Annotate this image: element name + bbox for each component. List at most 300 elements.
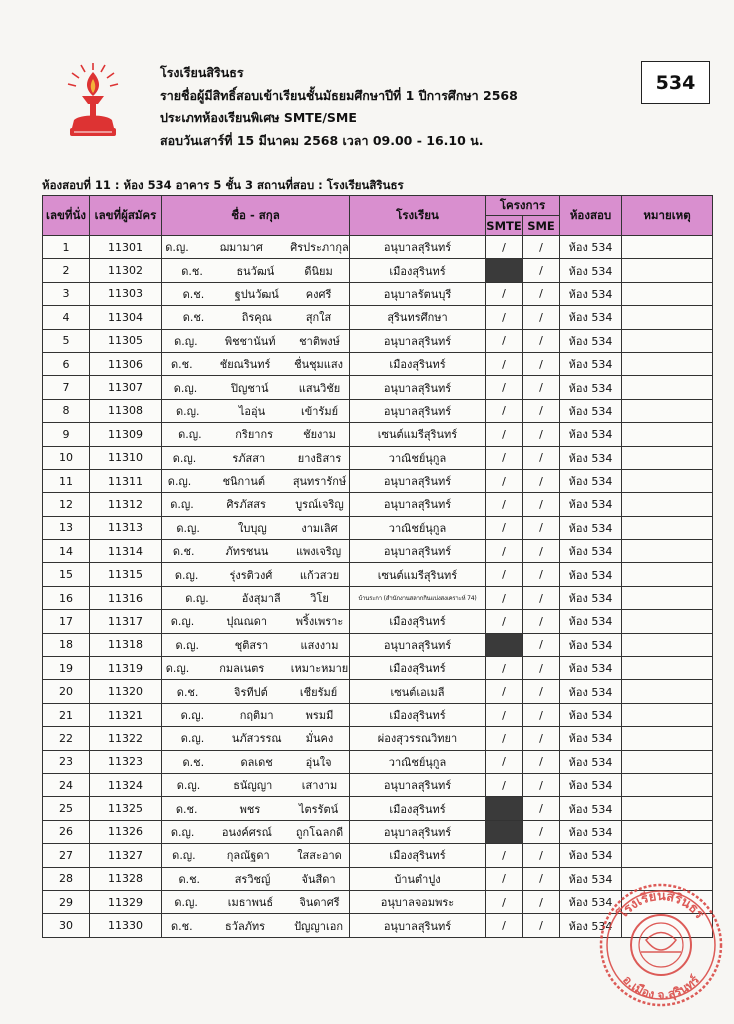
exam-room: ห้อง 534 [560, 890, 622, 913]
table-row [43, 516, 713, 539]
school-name-cell: เมืองสุรินทร์ [350, 259, 486, 282]
table-row [43, 282, 713, 305]
student-name [162, 820, 350, 843]
note-cell [622, 329, 713, 352]
sme-mark: / [523, 352, 560, 375]
note-cell [622, 727, 713, 750]
last-name: สุกใส [305, 311, 332, 325]
last-name: เหมาะหมาย [290, 662, 349, 676]
school-name-cell: อนุบาลสุรินทร์ [350, 540, 486, 563]
seat-number: 1 [43, 236, 90, 259]
seat-number: 16 [43, 586, 90, 609]
note-cell [622, 376, 713, 399]
first-name: รุ่งรติวงศ์ [229, 568, 273, 582]
applicant-id: 11324 [90, 773, 162, 796]
school-name-cell: อนุบาลสุรินทร์ [350, 914, 486, 937]
last-name: เข้ารัมย์ [300, 404, 339, 418]
first-name: จิรทีปต์ [234, 685, 268, 699]
col-header-sme: SME [523, 216, 560, 236]
first-name: อนงค์ศรณ์ [221, 825, 272, 839]
applicant-id: 11322 [90, 727, 162, 750]
table-row [43, 750, 713, 773]
table-row [43, 586, 713, 609]
school-name-cell: อนุบาลสุรินทร์ [350, 633, 486, 656]
student-name [162, 610, 350, 633]
smte-mark: / [486, 727, 523, 750]
table-row [43, 306, 713, 329]
name-prefix: ด.ญ. [170, 825, 195, 839]
last-name: แพงเจริญ [295, 545, 342, 559]
smte-mark: / [486, 680, 523, 703]
name-prefix: ด.ช. [178, 872, 201, 886]
school-name-cell: อนุบาลสุรินทร์ [350, 820, 486, 843]
smte-mark [486, 259, 523, 282]
name-prefix: ด.ญ. [176, 521, 200, 535]
school-name-cell: วาณิชย์นุกูล [350, 446, 486, 469]
smte-mark: / [486, 914, 523, 937]
exam-room: ห้อง 534 [560, 633, 622, 656]
last-name: บูรณ์เจริญ [295, 498, 344, 512]
col-header-school: โรงเรียน [350, 196, 486, 236]
last-name: ชัยงาม [303, 428, 336, 442]
sme-mark: / [523, 657, 560, 680]
student-name [162, 563, 350, 586]
seat-number: 21 [43, 703, 90, 726]
student-name [162, 423, 350, 446]
note-cell [622, 306, 713, 329]
first-name: เมธาพนธ์ [227, 896, 274, 910]
last-name: ปัญญาเอก [294, 919, 344, 933]
first-name: ปุณณดา [226, 615, 268, 629]
applicant-id: 11306 [90, 352, 162, 375]
student-name [162, 890, 350, 913]
school-name-cell: บ้านตำปูง [350, 867, 486, 890]
applicant-id: 11308 [90, 399, 162, 422]
first-name: ธนวัฒน์ [236, 264, 275, 278]
name-prefix: ด.ช. [182, 755, 205, 769]
last-name: แสงงาม [300, 638, 339, 652]
school-name-cell: อนุบาลสุรินทร์ [350, 493, 486, 516]
first-name: ชุติสรา [234, 638, 269, 652]
name-prefix: ด.ญ. [185, 592, 209, 606]
student-name [162, 797, 350, 820]
table-row [43, 423, 713, 446]
last-name: อุ่นใจ [305, 755, 332, 769]
student-name [162, 306, 350, 329]
smte-mark: / [486, 376, 523, 399]
seat-number: 13 [43, 516, 90, 539]
applicant-id: 11304 [90, 306, 162, 329]
name-prefix: ด.ญ. [180, 732, 205, 746]
smte-mark: / [486, 703, 523, 726]
note-cell [622, 259, 713, 282]
student-name [162, 399, 350, 422]
note-cell [622, 610, 713, 633]
note-cell [622, 446, 713, 469]
exam-room: ห้อง 534 [560, 236, 622, 259]
note-cell [622, 633, 713, 656]
seat-number: 24 [43, 773, 90, 796]
smte-mark: / [486, 890, 523, 913]
school-name: โรงเรียนสิรินธร [160, 65, 244, 80]
applicant-id: 11321 [90, 703, 162, 726]
student-name [162, 633, 350, 656]
last-name: งามเลิศ [301, 521, 338, 535]
note-cell [622, 773, 713, 796]
student-name [162, 376, 350, 399]
room-number-box: 534 [641, 61, 710, 104]
note-cell [622, 423, 713, 446]
sme-mark: / [523, 844, 560, 867]
note-cell [622, 352, 713, 375]
first-name: ไออุ่น [238, 404, 266, 418]
name-prefix: ด.ญ. [172, 849, 196, 863]
note-cell [622, 540, 713, 563]
first-name: ธวัลภัทร [225, 919, 266, 933]
table-row [43, 352, 713, 375]
table-row [43, 844, 713, 867]
seat-number: 30 [43, 914, 90, 937]
seat-number: 25 [43, 797, 90, 820]
school-name-cell: อนุบาลจอมพระ [350, 890, 486, 913]
exam-room: ห้อง 534 [560, 844, 622, 867]
table-header-row [43, 196, 713, 216]
table-row [43, 399, 713, 422]
sme-mark: / [523, 610, 560, 633]
col-header-seat: เลขที่นั่ง [43, 196, 90, 236]
sme-mark: / [523, 633, 560, 656]
table-row [43, 703, 713, 726]
table-body [43, 236, 713, 938]
smte-mark: / [486, 282, 523, 305]
exam-room: ห้อง 534 [560, 657, 622, 680]
exam-room: ห้อง 534 [560, 797, 622, 820]
seat-number: 18 [43, 633, 90, 656]
first-name: สรวิชญ์ [234, 872, 271, 886]
applicant-id: 11310 [90, 446, 162, 469]
first-name: พิชชานันท์ [224, 334, 276, 348]
sme-mark: / [523, 469, 560, 492]
school-name-cell: เมืองสุรินทร์ [350, 610, 486, 633]
sme-mark: / [523, 516, 560, 539]
name-prefix: ด.ญ. [180, 709, 205, 722]
table-row [43, 446, 713, 469]
name-prefix: ด.ช. [181, 264, 203, 278]
seat-number: 23 [43, 750, 90, 773]
exam-room: ห้อง 534 [560, 586, 622, 609]
school-name-cell: ผ่องสุวรรณวิทยา [350, 727, 486, 750]
col-header-note: หมายเหตุ [622, 196, 713, 236]
smte-mark: / [486, 540, 523, 563]
table-row [43, 820, 713, 843]
table-row [43, 329, 713, 352]
school-name-cell: วาณิชย์นุกูล [350, 750, 486, 773]
smte-mark: / [486, 773, 523, 796]
school-name-cell: เมืองสุรินทร์ [350, 844, 486, 867]
first-name: กฤติมา [239, 709, 274, 722]
sme-mark: / [523, 703, 560, 726]
student-name [162, 914, 350, 937]
exam-room: ห้อง 534 [560, 259, 622, 282]
applicant-id: 11314 [90, 540, 162, 563]
first-name: ดลเดช [240, 755, 273, 769]
exam-room: ห้อง 534 [560, 750, 622, 773]
smte-mark: / [486, 844, 523, 867]
school-name-cell: อนุบาลสุรินทร์ [350, 376, 486, 399]
name-prefix: ด.ญ. [174, 334, 198, 348]
last-name: จินดาศรี [299, 896, 340, 910]
exam-room: ห้อง 534 [560, 680, 622, 703]
sme-mark: / [523, 282, 560, 305]
table-row [43, 236, 713, 259]
sme-mark: / [523, 586, 560, 609]
school-seal-stamp [596, 880, 726, 1010]
seat-number: 7 [43, 376, 90, 399]
seat-number: 9 [43, 423, 90, 446]
name-prefix: ด.ญ. [174, 896, 198, 910]
sme-mark: / [523, 820, 560, 843]
applicant-id: 11311 [90, 469, 162, 492]
student-name [162, 493, 350, 516]
applicant-id: 11317 [90, 610, 162, 633]
name-prefix: ด.ญ. [173, 381, 198, 395]
exam-room: ห้อง 534 [560, 399, 622, 422]
sme-mark: / [523, 493, 560, 516]
col-header-smte: SMTE [486, 216, 523, 236]
student-name [162, 867, 350, 890]
applicant-id: 11329 [90, 890, 162, 913]
name-prefix: ด.ญ. [174, 568, 199, 582]
smte-mark: / [486, 352, 523, 375]
first-name: นภัสวรรณ [231, 732, 282, 746]
school-name-cell: เซนต์แมรีสุรินทร์ [350, 423, 486, 446]
last-name: ไตรรัตน์ [298, 802, 339, 816]
first-name: ธนัญญา [233, 779, 273, 793]
sme-mark: / [523, 329, 560, 352]
smte-mark: / [486, 446, 523, 469]
first-name: ศิรภัสสร [226, 498, 266, 512]
applicant-id: 11316 [90, 586, 162, 609]
col-header-project: โครงการ [486, 196, 560, 216]
student-name [162, 844, 350, 867]
name-prefix: ด.ช. [182, 311, 205, 325]
applicant-id: 11320 [90, 680, 162, 703]
applicant-id: 11318 [90, 633, 162, 656]
sme-mark: / [523, 914, 560, 937]
last-name: พริ้งเพราะ [295, 615, 344, 629]
seat-number: 12 [43, 493, 90, 516]
seat-number: 6 [43, 352, 90, 375]
school-name-cell: เมืองสุรินทร์ [350, 352, 486, 375]
first-name: อังสุมาลี [241, 592, 281, 606]
sme-mark: / [523, 376, 560, 399]
applicant-id: 11313 [90, 516, 162, 539]
exam-room: ห้อง 534 [560, 727, 622, 750]
applicant-id: 11323 [90, 750, 162, 773]
last-name: ชื่นชุมแสง [294, 358, 343, 372]
smte-mark [486, 633, 523, 656]
last-name: เชียรัมย์ [299, 685, 338, 699]
exam-room: ห้อง 534 [560, 446, 622, 469]
applicant-id: 11326 [90, 820, 162, 843]
sme-mark: / [523, 890, 560, 913]
exam-room: ห้อง 534 [560, 306, 622, 329]
note-cell [622, 399, 713, 422]
school-name-cell: วาณิชย์นุกูล [350, 516, 486, 539]
student-name [162, 750, 350, 773]
name-prefix: ด.ช. [172, 545, 195, 559]
applicant-id: 11328 [90, 867, 162, 890]
note-cell [622, 236, 713, 259]
seat-number: 28 [43, 867, 90, 890]
student-name [162, 657, 350, 680]
smte-mark: / [486, 423, 523, 446]
col-header-name: ชื่อ - สกุล [162, 196, 350, 236]
student-name [162, 352, 350, 375]
name-prefix: ด.ช. [176, 685, 199, 699]
seal-top-text: โรงเรียนสิรินธร [615, 888, 707, 922]
sme-mark: / [523, 399, 560, 422]
exam-room: ห้อง 534 [560, 376, 622, 399]
exam-room: ห้อง 534 [560, 820, 622, 843]
school-name-cell: เมืองสุรินทร์ [350, 657, 486, 680]
first-name: ชัยณรินทร์ [219, 358, 271, 372]
note-cell [622, 703, 713, 726]
note-cell [622, 820, 713, 843]
school-name-cell: เซนต์แมรีสุรินทร์ [350, 563, 486, 586]
smte-mark: / [486, 867, 523, 890]
note-cell [622, 657, 713, 680]
seat-number: 22 [43, 727, 90, 750]
svg-text:อ.เมือง จ.สุรินทร์ [620, 972, 702, 1002]
seat-number: 10 [43, 446, 90, 469]
table-row [43, 773, 713, 796]
table-row [43, 657, 713, 680]
first-name: พชร [239, 802, 261, 816]
note-cell [622, 282, 713, 305]
smte-mark: / [486, 306, 523, 329]
note-cell [622, 516, 713, 539]
last-name: สุนทรารักษ์ [292, 475, 347, 489]
school-name-cell: อนุบาลสุรินทร์ [350, 469, 486, 492]
smte-mark [486, 820, 523, 843]
first-name: กริยากร [235, 428, 274, 442]
student-name [162, 727, 350, 750]
seat-number: 29 [43, 890, 90, 913]
student-name [162, 236, 350, 259]
applicant-id: 11325 [90, 797, 162, 820]
smte-mark: / [486, 750, 523, 773]
name-prefix: ด.ช. [171, 358, 193, 372]
applicant-id: 11301 [90, 236, 162, 259]
student-name [162, 680, 350, 703]
exam-room: ห้อง 534 [560, 914, 622, 937]
first-name: ใบบุญ [238, 521, 267, 535]
exam-room: ห้อง 534 [560, 352, 622, 375]
student-name [162, 469, 350, 492]
smte-mark: / [486, 469, 523, 492]
last-name: เสางาม [301, 779, 338, 793]
exam-room: ห้อง 534 [560, 610, 622, 633]
last-name: ใสสะอาด [297, 849, 342, 863]
smte-mark: / [486, 516, 523, 539]
name-prefix: ด.ญ. [176, 779, 201, 793]
exam-room: ห้อง 534 [560, 423, 622, 446]
seat-number: 8 [43, 399, 90, 422]
table-row [43, 540, 713, 563]
note-cell [622, 750, 713, 773]
name-prefix: ด.ญ. [165, 241, 189, 255]
exam-room-info: ห้องสอบที่ 11 : ห้อง 534 อาคาร 5 ชั้น 3 สถานที่สอบ : โรงเรียนสิรินธร [42, 178, 404, 192]
smte-mark: / [486, 399, 523, 422]
seat-number: 11 [43, 469, 90, 492]
smte-mark: / [486, 586, 523, 609]
name-prefix: ด.ญ. [170, 615, 195, 629]
note-cell [622, 844, 713, 867]
exam-room: ห้อง 534 [560, 867, 622, 890]
applicant-id: 11319 [90, 657, 162, 680]
table-row [43, 727, 713, 750]
applicant-id: 11302 [90, 259, 162, 282]
document-title: รายชื่อผู้มีสิทธิ์สอบเข้าเรียนชั้นมัธยมศึกษาปีที่ 1 ปีการศึกษา 2568 [160, 87, 518, 103]
student-name [162, 703, 350, 726]
name-prefix: ด.ญ. [165, 662, 190, 676]
last-name: พรมมี [305, 709, 334, 722]
school-name-cell: เมืองสุรินทร์ [350, 797, 486, 820]
col-header-room: ห้องสอบ [560, 196, 622, 236]
first-name: กุลณัฐดา [226, 849, 270, 863]
sme-mark: / [523, 797, 560, 820]
student-name [162, 773, 350, 796]
first-name: ฐปนวัฒน์ [234, 287, 279, 301]
smte-mark: / [486, 493, 523, 516]
smte-mark: / [486, 563, 523, 586]
applicant-table [42, 195, 713, 938]
last-name: คงศรี [305, 287, 332, 301]
note-cell [622, 680, 713, 703]
first-name: ฌมามาศ [219, 241, 263, 255]
sme-mark: / [523, 750, 560, 773]
name-prefix: ด.ช. [182, 287, 205, 301]
name-prefix: ด.ช. [175, 802, 198, 816]
smte-mark: / [486, 236, 523, 259]
last-name: ดีนิยม [304, 264, 333, 278]
last-name: ยางธิสาร [297, 451, 342, 465]
note-cell [622, 797, 713, 820]
exam-room: ห้อง 534 [560, 493, 622, 516]
first-name: ชนิกานต์ [222, 475, 266, 489]
note-cell [622, 493, 713, 516]
seat-number: 26 [43, 820, 90, 843]
exam-date: สอบวันเสาร์ที่ 15 มีนาคม 2568 เวลา 09.00 - 16.10 น. [160, 132, 484, 148]
last-name: แก้วสวย [299, 568, 340, 582]
table-row [43, 259, 713, 282]
sme-mark: / [523, 259, 560, 282]
first-name: ปิญชาน์ [231, 381, 269, 395]
sme-mark: / [523, 446, 560, 469]
table-row [43, 563, 713, 586]
name-prefix: ด.ญ. [172, 451, 197, 465]
table-row [43, 633, 713, 656]
table-row [43, 797, 713, 820]
name-prefix: ด.ช. [170, 919, 193, 933]
seat-number: 20 [43, 680, 90, 703]
first-name: รภัสสา [232, 451, 266, 465]
smte-mark [486, 797, 523, 820]
student-name [162, 282, 350, 305]
school-name-cell: บ้านระกา (สำนักงานสลากกินแบ่งสงเคราะห์ 74) [350, 586, 486, 609]
table-row [43, 469, 713, 492]
